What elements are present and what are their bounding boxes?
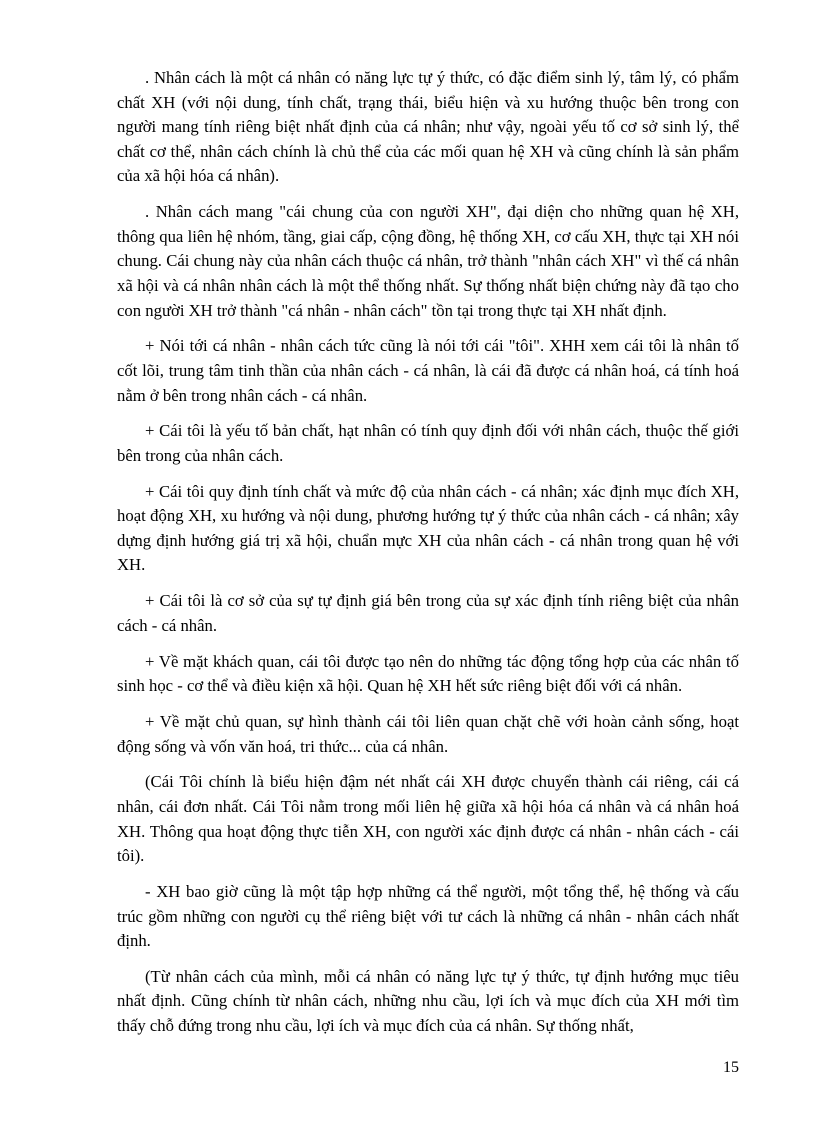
paragraph-self-core: + Nói tới cá nhân - nhân cách tức cũng là nói tới cái "tôi". XHH xem cái tôi là nhân tố cốt lõi, trung tâm tinh thần của nhân cách - cá nhân, là cái đã được cá nhân hoá, cá tính hoá nằm ở bên trong nhân cách - cá nhân.: [117, 336, 739, 405]
page-number: 15: [723, 1059, 739, 1076]
paragraph-social-commonality: . Nhân cách mang "cái chung của con người XH", đại diện cho những quan hệ XH, thông qua liên hệ nhóm, tầng, giai cấp, cộng đồng, hệ thống XH, cơ cấu XH, thực tại XH nói chung. Cái chung này của nhân cách thuộc cá nhân, trở thành "nhân cách XH" vì thế cá nhân xã hội và cá nhân nhân cách là một thể thống nhất. Sự thống nhất biện chứng này đã tạo cho con người XH trở thành "cá nhân - nhân cách" tồn tại trong thực tại XH nhất định.: [117, 202, 739, 320]
paragraph-subjective-aspect: + Về mặt chủ quan, sự hình thành cái tôi liên quan chặt chẽ với hoàn cảnh sống, hoạt động sống và vốn văn hoá, tri thức... của cá nhân.: [117, 711, 739, 756]
paragraph-self-essence: + Cái tôi là yếu tố bản chất, hạt nhân có tính quy định đối với nhân cách, thuộc thế giới bên trong của nhân cách.: [117, 421, 739, 465]
paragraph-self-valuation: + Cái tôi là cơ sở của sự tự định giá bên trong của sự xác định tính riêng biệt của nhân cách - cá nhân.: [117, 591, 739, 635]
paragraph-self-determines: + Cái tôi quy định tính chất và mức độ của nhân cách - cá nhân; xác định mục đích XH, hoạt động XH, xu hướng và nội dung, phương hướng tự ý thức của nhân cách - cá nhân; xây dựng định hướng giá trị xã hội, chuẩn mực XH của nhân cách - cá nhân trong quan hệ với XH.: [117, 481, 739, 575]
paragraph-self-orientation: (Từ nhân cách của mình, mỗi cá nhân có năng lực tự ý thức, tự định hướng mục tiêu nhất định. Cũng chính từ nhân cách, những nhu cầu, lợi ích và mục đích của XH mới tìm thấy chỗ đứng trong nhu cầu, lợi ích và mục đích của cá nhân. Sự thống nhất,: [117, 966, 739, 1036]
paragraph-society-collection: - XH bao giờ cũng là một tập hợp những cá thể người, một tổng thể, hệ thống và cấu trúc gồm những con người cụ thể riêng biệt với tư cách là những cá nhân - nhân cách nhất định.: [117, 881, 739, 951]
paragraph-self-expression: (Cái Tôi chính là biểu hiện đậm nét nhất cái XH được chuyển thành cái riêng, cái cá nhân, cái đơn nhất. Cái Tôi nằm trong mối liên hệ giữa xã hội hóa cá nhân và cá nhân hoá XH. Thông qua hoạt động thực tiễn XH, con người xác định được cá nhân - nhân cách - cái tôi).: [117, 772, 739, 866]
body-text: [117, 66, 739, 1039]
paragraph-personality-definition: . Nhân cách là một cá nhân có năng lực tự ý thức, có đặc điểm sinh lý, tâm lý, có phẩm chất XH (với nội dung, tính chất, trạng thái, biểu hiện và xu hướng thuộc bên trong con người mang tính riêng biệt nhất định của cá nhân; như vậy, ngoài yếu tố cơ sở sinh lý, thể chất cơ thể, nhân cách chính là chủ thể của các mối quan hệ XH và cũng chính là sản phẩm của xã hội hóa cá nhân).: [117, 68, 739, 186]
paragraph-objective-aspect: + Về mặt khách quan, cái tôi được tạo nên do những tác động tổng hợp của các nhân tố sinh học - cơ thể và điều kiện xã hội. Quan hệ XH hết sức riêng biệt đối với cá nhân.: [117, 651, 739, 696]
